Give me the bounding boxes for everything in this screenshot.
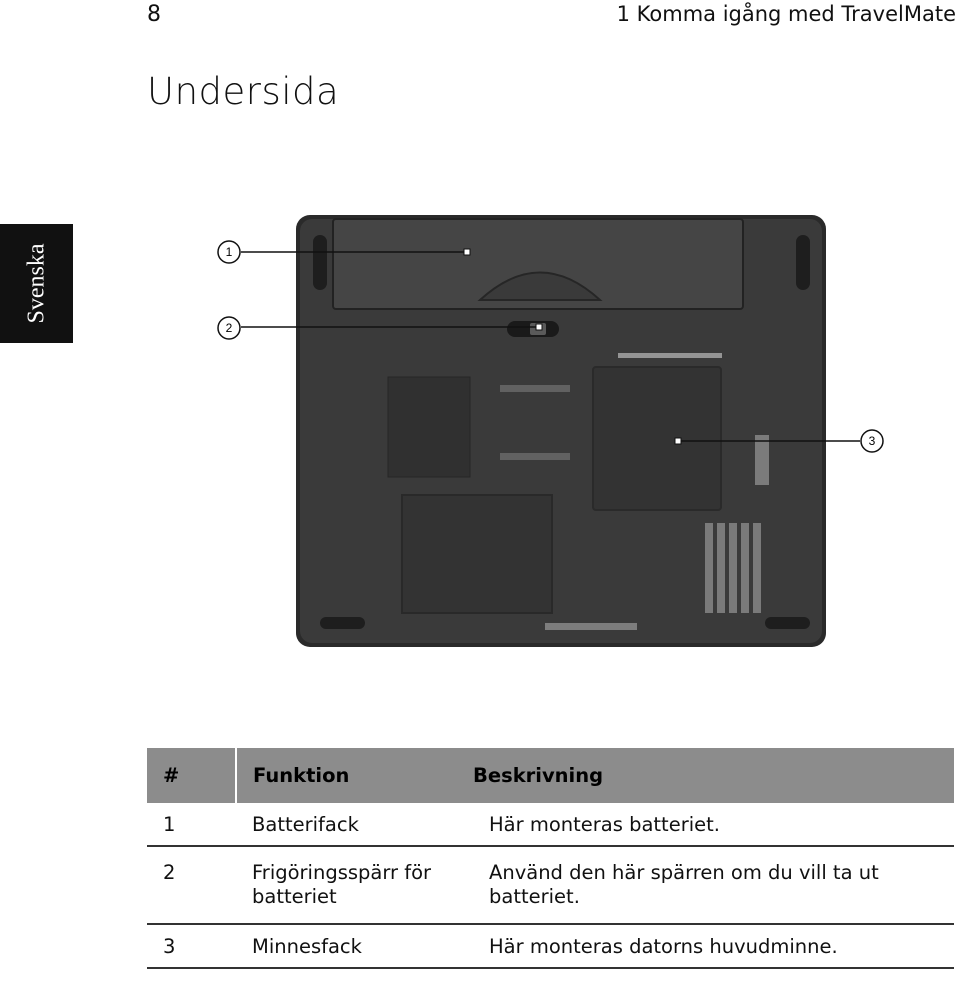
foot-right <box>796 235 810 290</box>
left-cover <box>388 377 470 477</box>
foot-bottom-right <box>765 617 810 629</box>
language-side-tab <box>0 224 73 343</box>
callout-3-marker <box>675 438 681 444</box>
running-header: 1 Komma igång med TravelMate <box>616 2 956 26</box>
language-label: Svenska <box>23 243 49 324</box>
callout-3-number: 3 <box>868 434 876 448</box>
header-function: Funktion <box>236 748 473 803</box>
row-num: 3 <box>147 924 236 968</box>
callout-1-marker <box>464 249 470 255</box>
foot-bottom-left <box>320 617 365 629</box>
bottom-vent <box>545 623 637 630</box>
screw-row-1 <box>500 385 570 392</box>
table-row <box>147 846 954 924</box>
row-description: Här monteras datorns huvudminne. <box>473 924 954 968</box>
laptop-underside-icon <box>200 205 900 665</box>
header-description: Beskrivning <box>473 748 954 803</box>
memory-compartment <box>593 367 721 510</box>
vent-strip <box>755 435 769 485</box>
table-row <box>147 803 954 846</box>
vent-row <box>618 353 722 358</box>
section-title: Undersida <box>147 70 340 113</box>
row-num: 1 <box>147 803 236 846</box>
foot-left <box>313 235 327 290</box>
table-row <box>147 924 954 968</box>
row-function: Minnesfack <box>236 924 473 968</box>
page-number: 8 <box>147 2 161 27</box>
callout-1-number: 1 <box>225 245 233 259</box>
laptop-underside-figure <box>200 205 900 665</box>
feature-table <box>147 748 954 969</box>
lower-cover <box>402 495 552 613</box>
row-num: 2 <box>147 846 236 924</box>
table-header-row <box>147 748 954 803</box>
row-description: Använd den här spärren om du vill ta ut batteriet. <box>473 846 954 924</box>
screw-row-2 <box>500 453 570 460</box>
row-description: Här monteras batteriet. <box>473 803 954 846</box>
row-function: Frigöringsspärr för batteriet <box>236 846 473 924</box>
callout-2-number: 2 <box>225 321 233 335</box>
row-function: Batterifack <box>236 803 473 846</box>
header-num: # <box>147 748 236 803</box>
callout-2-marker <box>536 324 542 330</box>
